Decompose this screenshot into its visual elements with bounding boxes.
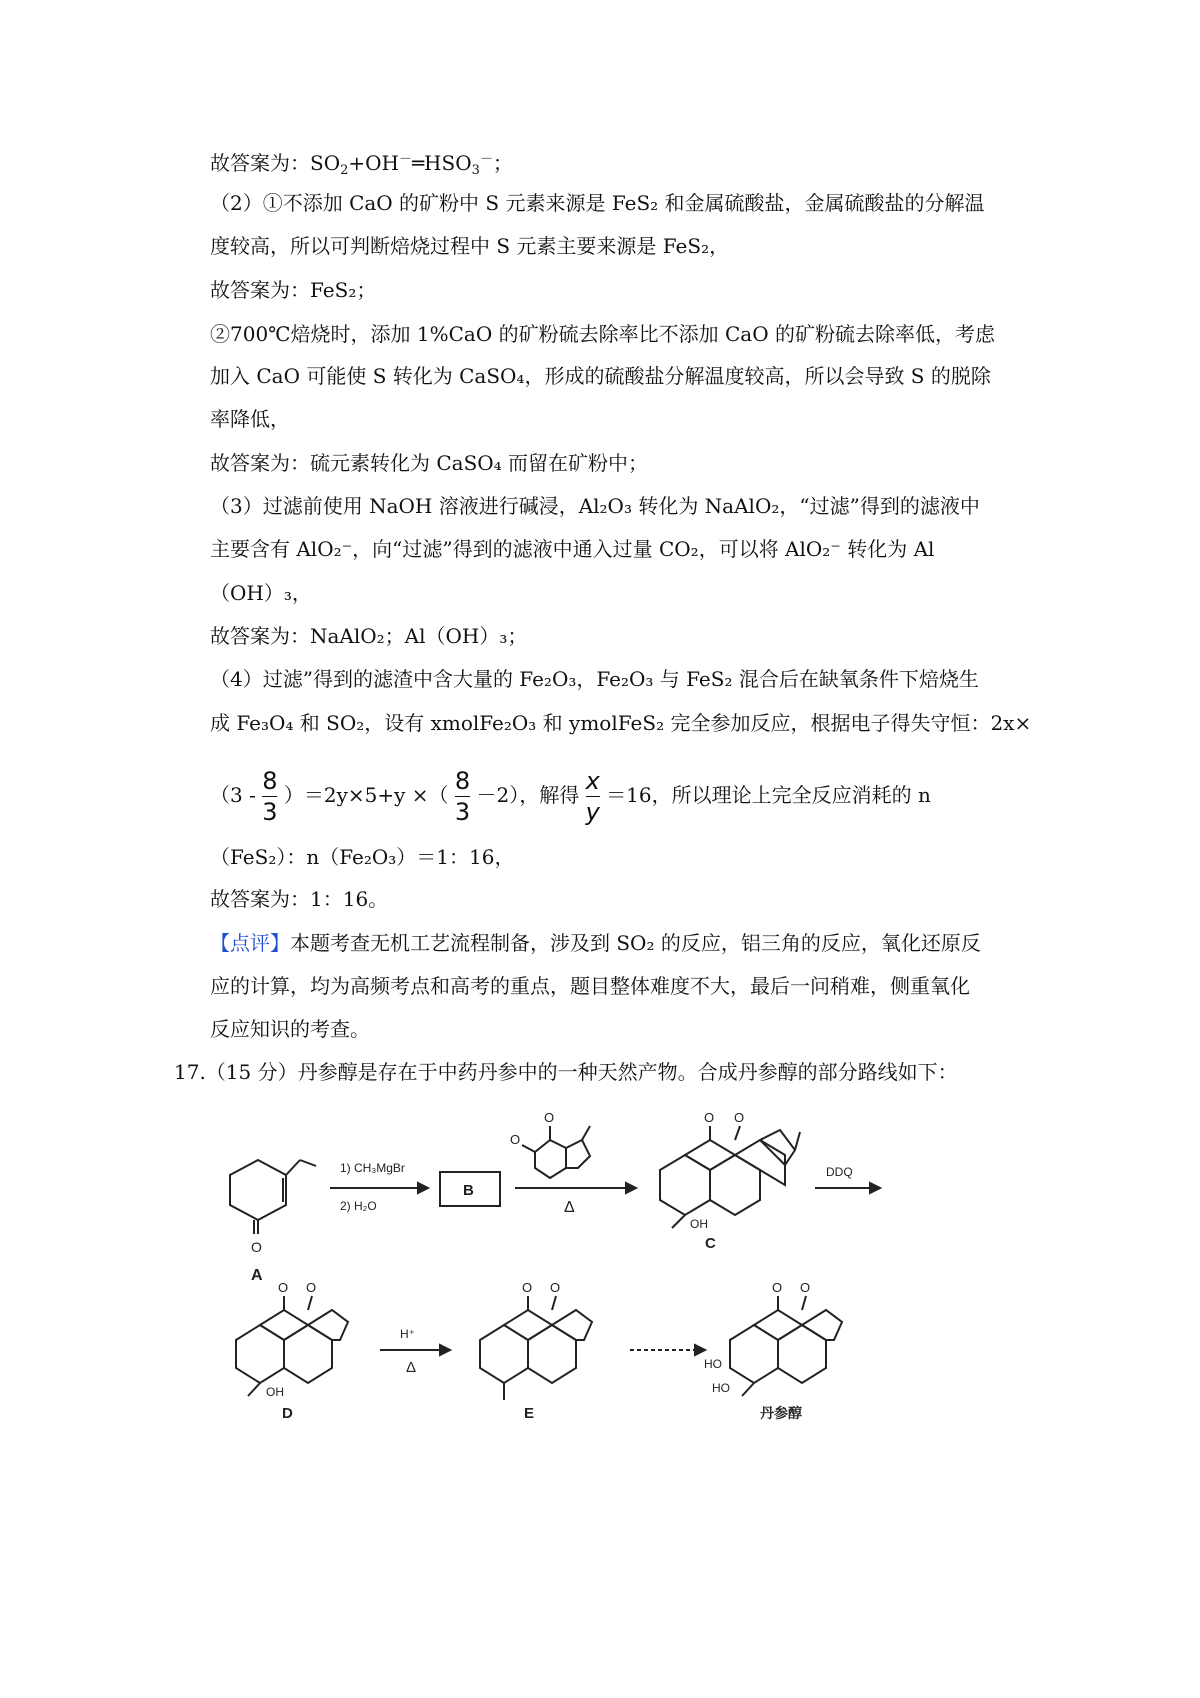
compound-b-box	[440, 1172, 500, 1206]
answer-line-8: 故答案为：硫元素转化为 CaSO₄ 而留在矿粉中；	[210, 451, 649, 475]
text-line-13: （4）过滤”得到的滤渣中含大量的 Fe₂O₃，Fe₂O₃ 与 FeS₂ 混合后在缺氧条件下焙烧生	[210, 667, 979, 691]
fraction-8-3-b	[455, 768, 470, 825]
text-line-6: 加入 CaO 可能使 S 转化为 CaSO₄，形成的硫酸盐分解温度较高，所以会导致 S 的脱除	[210, 364, 991, 388]
fraction-numerator: 8	[454, 767, 471, 795]
fraction-numerator: 8	[262, 767, 278, 795]
eq-part-4: ＝16，所以理论上完全反应消耗的 n	[606, 783, 931, 807]
oxygen-b1: O	[544, 1110, 555, 1125]
heat-2: Δ	[406, 1359, 417, 1376]
text-line-14: 成 Fe₃O₄ 和 SO₂，设有 xmolFe₂O₃ 和 ymolFeS₂ 完全参加反应，根据电子得失守恒：2x×	[210, 711, 1032, 735]
fraction-denominator: 3	[262, 798, 278, 826]
comment-line-18	[210, 929, 981, 957]
synthesis-scheme	[0, 1100, 1200, 1430]
oxygen-p1: O	[772, 1280, 783, 1295]
oxygen-d2: O	[306, 1280, 317, 1295]
oxygen-p2: O	[800, 1280, 811, 1295]
fraction-x-y	[586, 768, 600, 825]
arrow-2	[510, 1110, 636, 1216]
compound-c	[660, 1110, 800, 1252]
comment-tag: 【点评】	[210, 931, 290, 955]
arrow-1	[330, 1161, 428, 1213]
oxygen-e2: O	[550, 1280, 561, 1295]
oh-d: OH	[266, 1385, 284, 1399]
label-e: E	[524, 1405, 535, 1422]
label-c: C	[705, 1235, 716, 1252]
label-b: B	[463, 1182, 474, 1199]
text-line-10: 主要含有 AlO₂⁻，向“过滤”得到的滤液中通入过量 CO₂，可以将 AlO₂⁻ 转化为 Al	[210, 537, 935, 561]
reagent-1: 1) CH₃MgBr	[340, 1161, 405, 1175]
arrow-3	[815, 1165, 880, 1193]
reagent-acid: H⁺	[400, 1327, 415, 1341]
answer-line-12: 故答案为：NaAlO₂；Al（OH）₃；	[210, 624, 528, 648]
text-line-9: （3）过滤前使用 NaOH 溶液进行碱浸，Al₂O₃ 转化为 NaAlO₂，“过滤”得到的滤液中	[210, 494, 980, 518]
oxygen-b2: O	[510, 1132, 521, 1147]
fraction-denominator: y	[585, 798, 600, 826]
compound-e	[480, 1280, 592, 1422]
eq-part-2: ）＝2y×5+y ×（	[283, 783, 449, 807]
label-a: A	[251, 1267, 263, 1284]
answer-line-4: 故答案为：FeS₂；	[210, 278, 377, 302]
comment-text: 本题考查无机工艺流程制备，涉及到 SO₂ 的反应，铝三角的反应，氧化还原反	[290, 931, 981, 955]
arrow-4	[380, 1327, 450, 1376]
oxygen-a: O	[251, 1239, 262, 1255]
ho-p1: HO	[704, 1357, 722, 1371]
fraction-numerator: x	[585, 767, 600, 795]
text-line-2: （2）①不添加 CaO 的矿粉中 S 元素来源是 FeS₂ 和金属硫酸盐，金属硫酸盐的分解温	[210, 191, 985, 215]
text-line-16: （FeS₂）：n（Fe₂O₃）＝1：16，	[210, 845, 515, 869]
oxygen-d1: O	[278, 1280, 289, 1295]
compound-a	[230, 1160, 316, 1284]
text-line-19: 应的计算，均为高频考点和高考的重点，题目整体难度不大，最后一问稍难，侧重氧化	[210, 974, 970, 998]
text-line-5: ②700℃焙烧时，添加 1%CaO 的矿粉硫去除率比不添加 CaO 的矿粉硫去除率低，考虑	[210, 322, 995, 346]
ho-p2: HO	[712, 1381, 730, 1395]
label-d: D	[282, 1405, 293, 1422]
compound-d	[236, 1280, 348, 1422]
equation-line	[210, 750, 931, 840]
text-line-20: 反应知识的考查。	[210, 1017, 370, 1041]
compound-danshenol	[704, 1280, 842, 1421]
reagent-2: 2) H₂O	[340, 1199, 377, 1213]
reagent-ddq: DDQ	[826, 1165, 853, 1179]
eq-part-1: （3 -	[210, 783, 256, 807]
oxygen-c1: O	[704, 1110, 715, 1125]
oxygen-e1: O	[522, 1280, 533, 1295]
text-line-11: （OH）₃，	[210, 581, 312, 605]
label-danshenol: 丹参醇	[760, 1405, 802, 1421]
answer-line-1: 故答案为：$SO_2+OH^-═HSO_3^-$；	[210, 151, 513, 178]
fraction-denominator: 3	[454, 798, 471, 826]
fraction-8-3-a	[262, 768, 277, 825]
arrow-5	[630, 1345, 705, 1355]
text-line-7: 率降低，	[210, 407, 290, 431]
eq-part-3: －2），解得	[476, 783, 580, 807]
text-line-3: 度较高，所以可判断焙烧过程中 S 元素主要来源是 FeS₂，	[210, 234, 730, 258]
question-17: 17.（15 分）丹参醇是存在于中药丹参中的一种天然产物。合成丹参醇的部分路线如下：	[174, 1060, 958, 1084]
oxygen-c2: O	[734, 1110, 745, 1125]
heat-1: Δ	[564, 1199, 575, 1216]
oh-c: OH	[690, 1217, 708, 1231]
answer-line-17: 故答案为：1：16。	[210, 887, 389, 911]
